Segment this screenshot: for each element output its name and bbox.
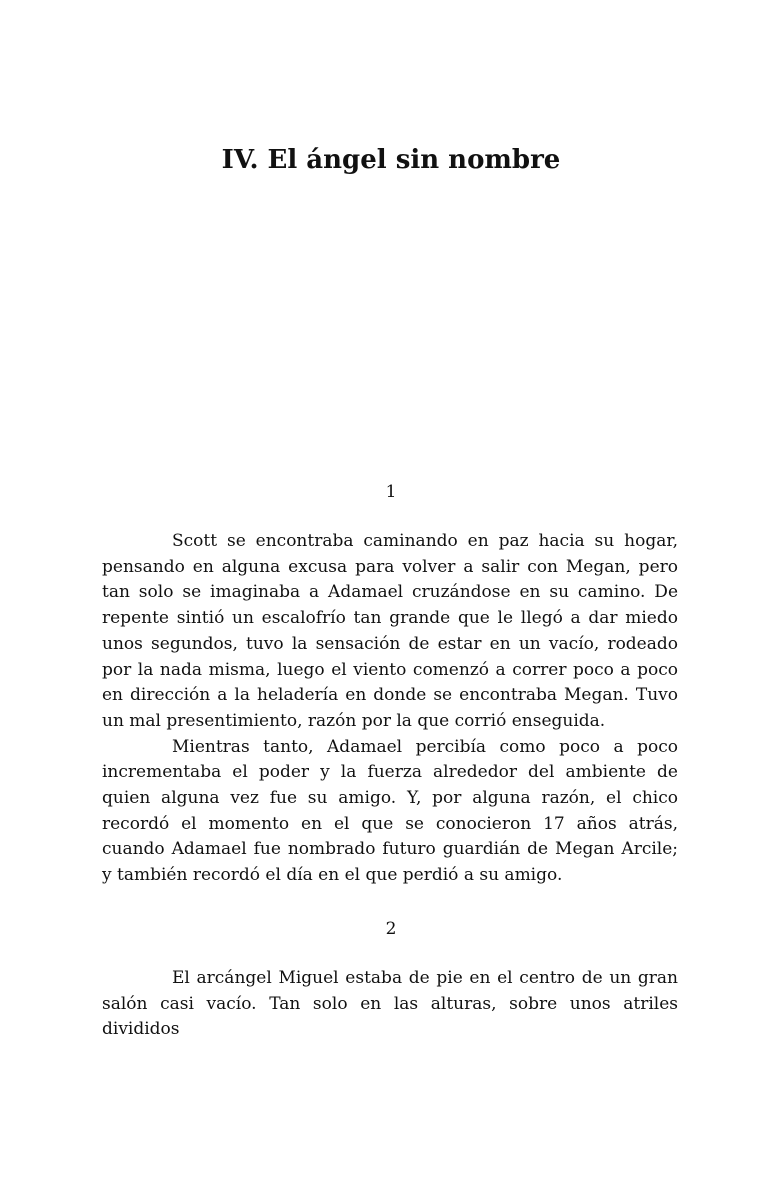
section-number-1: 1 (385, 482, 397, 502)
section-2-text (102, 966, 678, 1043)
section-number-2: 2 (385, 919, 397, 939)
paragraph: El arcángel Miguel estaba de pie en el centro de un gran salón casi vacío. Tan solo en las alturas, sobre unos atriles divididos (102, 968, 678, 1040)
chapter-title: IV. El ángel sin nombre (221, 145, 561, 175)
section-1-text (102, 529, 678, 889)
paragraph: Mientras tanto, Adamael percibía como poco a poco incrementaba el poder y la fuerza alrededor del ambiente de quien alguna vez fue su amigo. Y, por alguna razón, el chico recordó el momento en el que se conocieron 17 años atrás, cuando Adamael fue nombrado futuro guardián de Megan Arcile; y también recordó el día en el que perdió a su amigo. (102, 736, 678, 886)
paragraph: Scott se encontraba caminando en paz hacia su hogar, pensando en alguna excusa para volver a salir con Megan, pero tan solo se imaginaba a Adamael cruzándose en su camino. De repente sintió un escalofrío tan grande que le llegó a dar miedo unos segundos, tuvo la sensación de estar en un vacío, rodeado por la nada misma, luego el viento comenzó a correr poco a poco en dirección a la heladería en donde se encontraba Megan. Tuvo un mal presentimiento, razón por la que corrió enseguida. (102, 531, 678, 731)
